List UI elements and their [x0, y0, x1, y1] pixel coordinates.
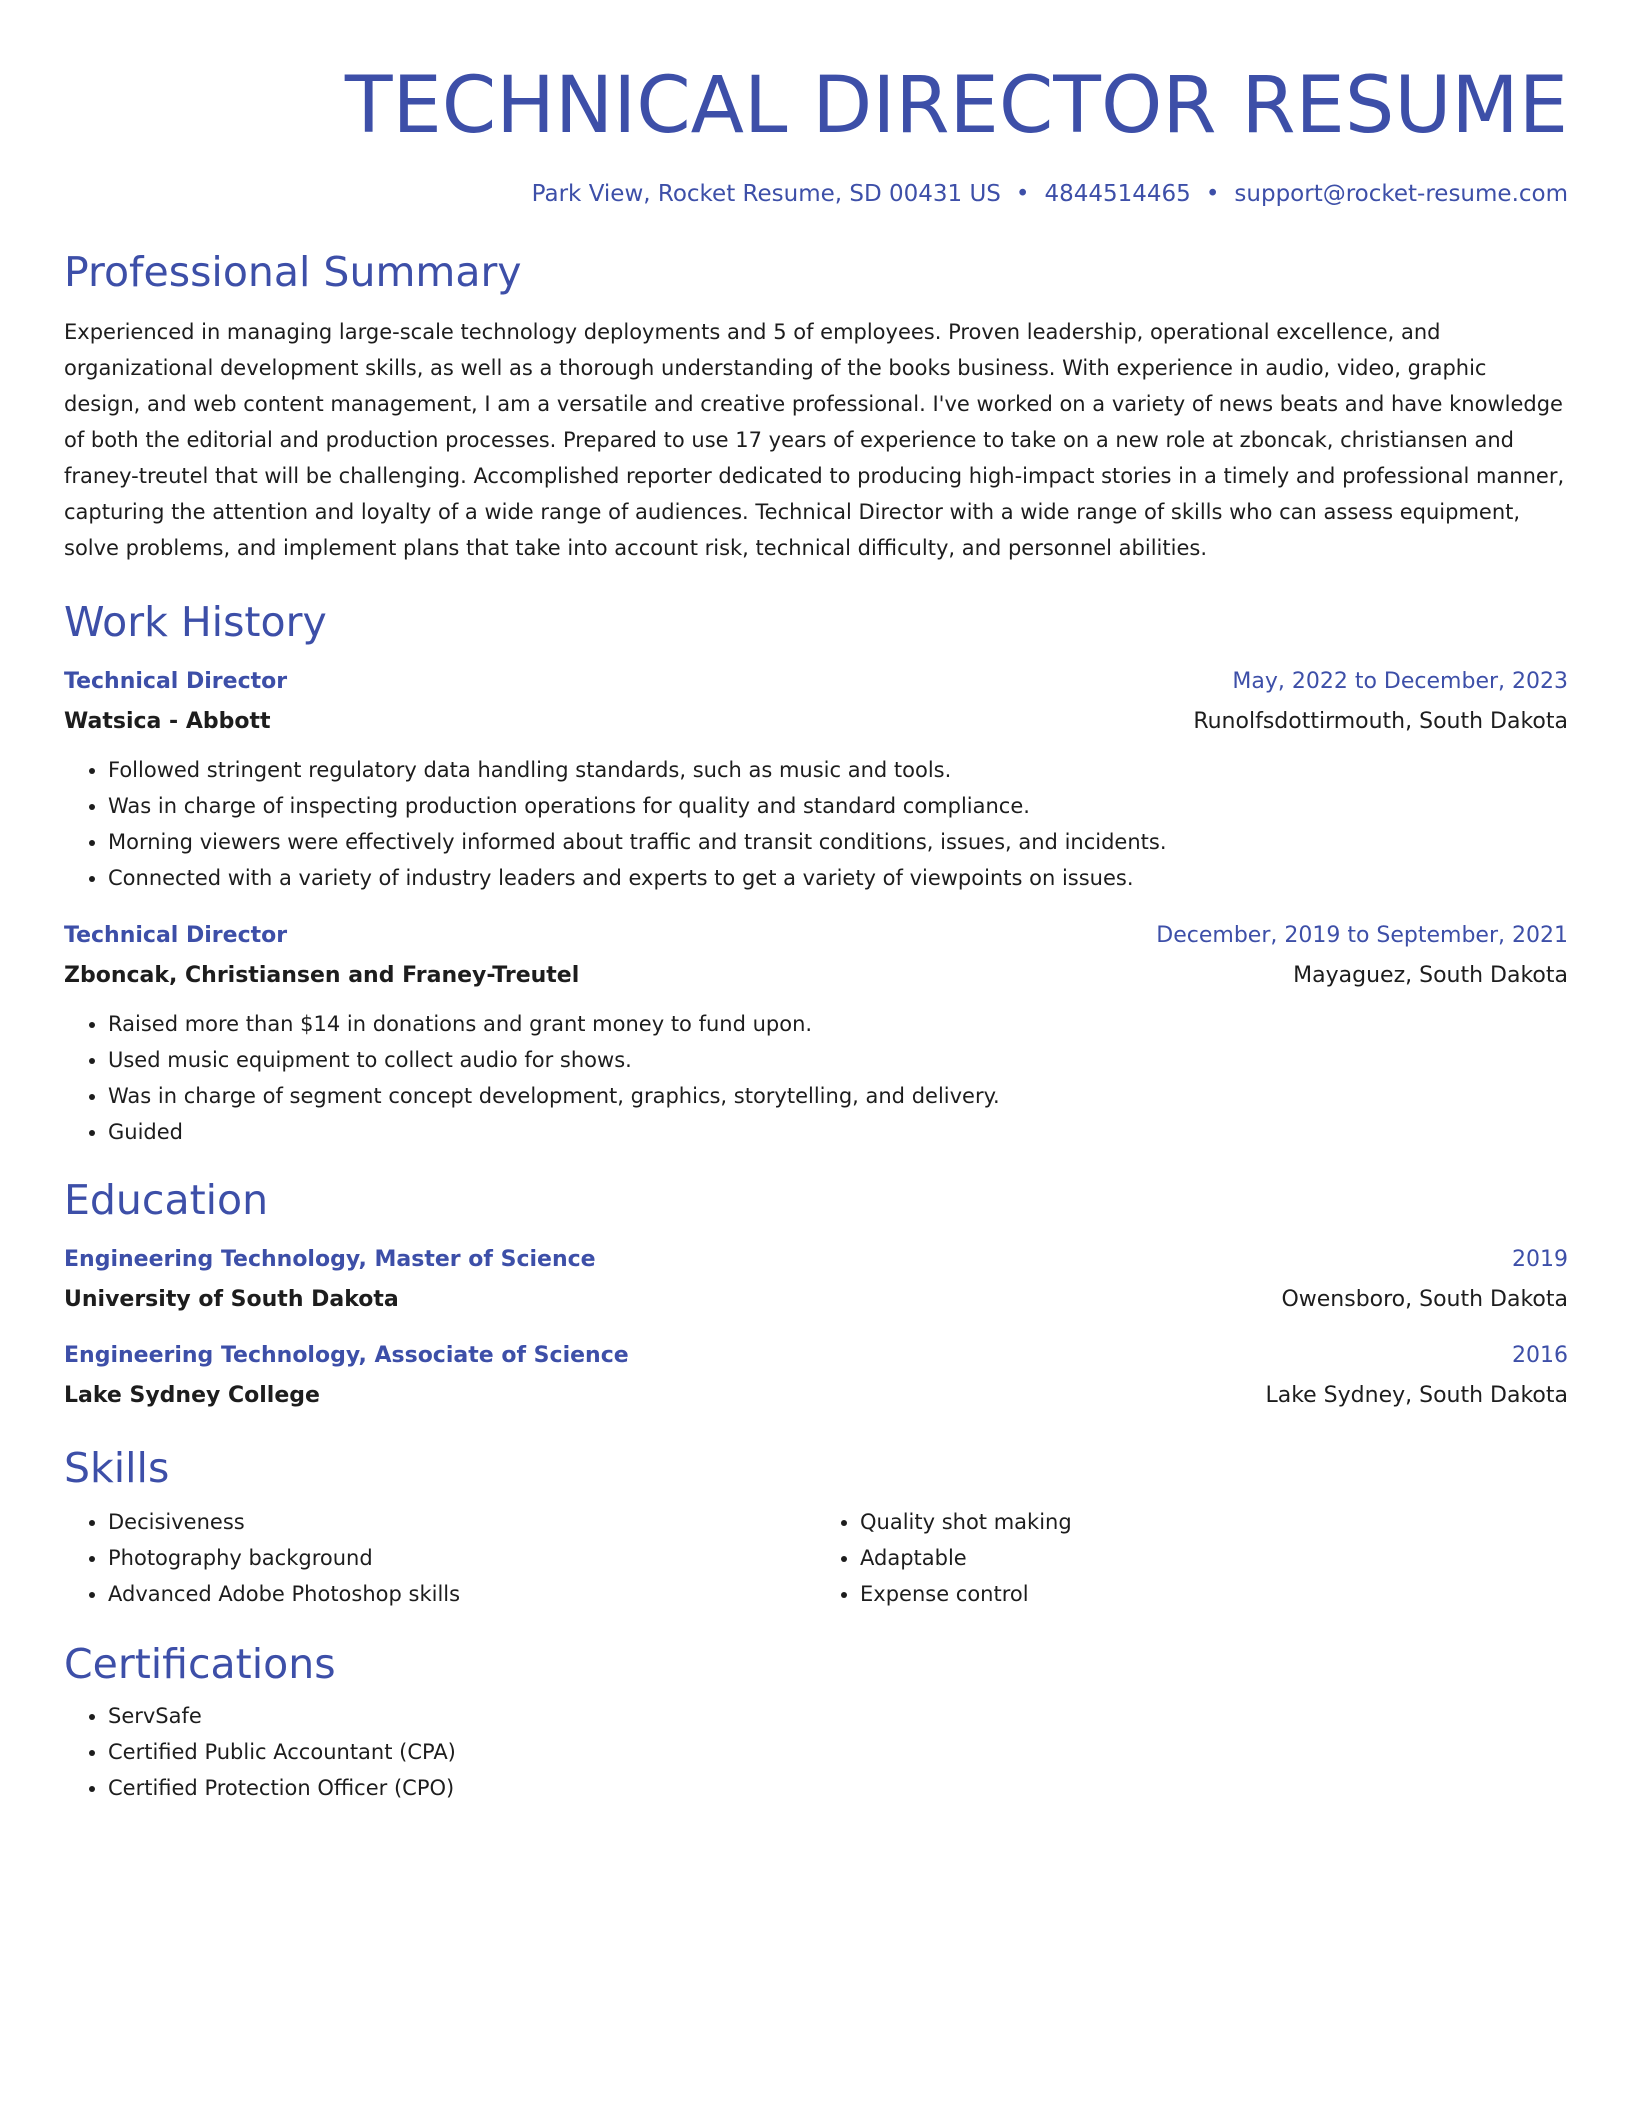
job-bullet: • Connected with a variety of industry leaders and experts to get a variety of viewpoints on issues. [108, 860, 1568, 896]
job-bullet-list [64, 752, 1568, 896]
job-bullet: • Was in charge of segment concept development, graphics, storytelling, and delivery. [108, 1078, 1568, 1114]
skill-item: • Quality shot making [860, 1504, 1568, 1540]
job-location: Mayaguez, South Dakota [1293, 963, 1568, 988]
skills-column-right [816, 1504, 1568, 1612]
job-entry [64, 916, 1568, 1150]
contact-separator: • [1015, 181, 1030, 207]
certification-item: • Certified Public Accountant (CPA) [108, 1734, 1568, 1770]
job-header-row [64, 916, 1568, 956]
certifications-list [64, 1698, 1568, 1806]
job-title: Technical Director [64, 669, 288, 694]
certification-item: • ServSafe [108, 1698, 1568, 1734]
contact-line [64, 178, 1568, 210]
skills-list [816, 1504, 1568, 1612]
education-entry [64, 1240, 1568, 1320]
contact-email: support@rocket-resume.com [1234, 181, 1568, 207]
job-company: Watsica - Abbott [64, 709, 271, 734]
job-bullet: • Guided [108, 1114, 1568, 1150]
education-year: 2016 [1512, 1343, 1568, 1368]
skill-item: • Adaptable [860, 1540, 1568, 1576]
education-header-row [64, 1336, 1568, 1376]
education-degree: Engineering Technology, Associate of Science [64, 1343, 629, 1368]
job-dates: May, 2022 to December, 2023 [1232, 669, 1568, 694]
education-school: University of South Dakota [64, 1287, 399, 1312]
job-bullet: • Morning viewers were effectively informed about traffic and transit conditions, issues, and incidents. [108, 824, 1568, 860]
skills-column-left [64, 1504, 816, 1612]
education-header-row [64, 1240, 1568, 1280]
job-bullet: • Followed stringent regulatory data handling standards, such as music and tools. [108, 752, 1568, 788]
job-company: Zboncak, Christiansen and Franey-Treutel [64, 963, 580, 988]
contact-separator: • [1205, 181, 1220, 207]
education-location: Owensboro, South Dakota [1281, 1287, 1568, 1312]
contact-phone: 4844514465 [1044, 181, 1191, 207]
job-bullet: • Used music equipment to collect audio for shows. [108, 1042, 1568, 1078]
job-bullet: • Was in charge of inspecting production operations for quality and standard compliance. [108, 788, 1568, 824]
contact-address: Park View, Rocket Resume, SD 00431 US [531, 181, 1001, 207]
job-location: Runolfsdottirmouth, South Dakota [1193, 709, 1568, 734]
education-school-row [64, 1376, 1568, 1416]
skills-list [64, 1504, 816, 1612]
job-bullet: • Raised more than $14 in donations and grant money to fund upon. [108, 1006, 1568, 1042]
summary-text: Experienced in managing large-scale technology deployments and 5 of employees. Proven leadership, operational excellence, and organizational development skills, as well as a thorough understanding of the books business. With experience in audio, video, graphic design, and web content management, I am a versatile and creative professional. I've worked on a variety of news beats and have knowledge of both the editorial and production processes. Prepared to use 17 years of experience to take on a new role at zboncak, christiansen and franey-treutel that will be challenging. Accomplished reporter dedicated to producing high-impact stories in a timely and professional manner, capturing the attention and loyalty of a wide range of audiences. Technical Director with a wide range of skills who can assess equipment, solve problems, and implement plans that take into account risk, technical difficulty, and personnel abilities. [64, 320, 1565, 560]
skill-item: • Decisiveness [108, 1504, 816, 1540]
certification-item: • Certified Protection Officer (CPO) [108, 1770, 1568, 1806]
education-school: Lake Sydney College [64, 1383, 320, 1408]
section-heading-work-history: Work History [64, 598, 327, 646]
job-header-row [64, 662, 1568, 702]
job-company-row [64, 702, 1568, 742]
section-heading-summary: Professional Summary [64, 248, 522, 296]
education-degree: Engineering Technology, Master of Science [64, 1247, 596, 1272]
job-company-row [64, 956, 1568, 996]
job-bullet-list [64, 1006, 1568, 1150]
skill-item: • Photography background [108, 1540, 816, 1576]
skills-columns [64, 1504, 1568, 1612]
skill-item: • Expense control [860, 1576, 1568, 1612]
job-title: Technical Director [64, 923, 288, 948]
section-heading-certifications: Certifications [64, 1640, 336, 1688]
section-heading-education: Education [64, 1176, 269, 1224]
resume-title: TECHNICAL DIRECTOR RESUME [344, 61, 1568, 151]
education-location: Lake Sydney, South Dakota [1265, 1383, 1568, 1408]
skill-item: • Advanced Adobe Photoshop skills [108, 1576, 816, 1612]
job-dates: December, 2019 to September, 2021 [1156, 923, 1568, 948]
education-entry [64, 1336, 1568, 1416]
education-year: 2019 [1512, 1247, 1568, 1272]
job-entry [64, 662, 1568, 896]
section-heading-skills: Skills [64, 1444, 170, 1492]
education-school-row [64, 1280, 1568, 1320]
